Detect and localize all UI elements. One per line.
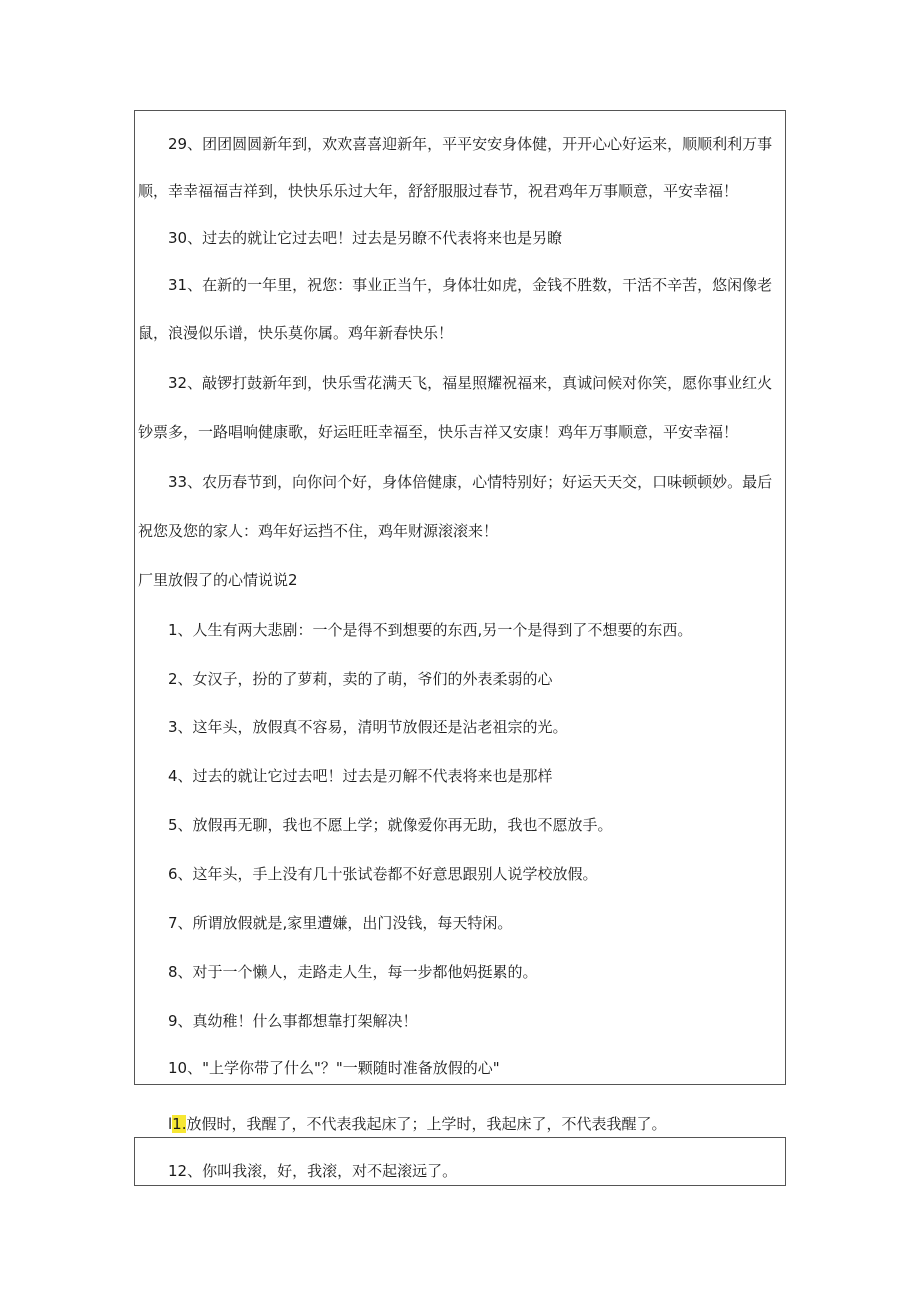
- content-box-main: [134, 110, 786, 1085]
- item-32-line1: 32、敲锣打鼓新年到，快乐雪花满天飞，福星照耀祝福来，真诚问候对你笑，愿你事业红火: [168, 374, 773, 392]
- item-11-text: 放假时，我醒了，不代表我起床了；上学时，我起床了，不代表我醒了。: [186, 1115, 667, 1133]
- item-33-line1: 33、农历春节到，向你问个好，身体倍健康，心情特别好；好运天天交，口味顿顿妙。最后: [168, 473, 773, 491]
- list-item: 3、这年头，放假真不容易，清明节放假还是沾老祖宗的光。: [168, 718, 568, 736]
- item-12: 12、你叫我滚，好，我滚，对不起滚远了。: [168, 1162, 458, 1180]
- item-32-line2: 钞票多，一路唱响健康歌，好运旺旺幸福至，快乐吉祥又安康！鸡年万事顺意，平安幸福！: [138, 423, 739, 441]
- list-item: 7、所谓放假就是,家里遭嫌，出门没钱，每天特闲。: [168, 914, 513, 932]
- list-item: 8、对于一个懒人，走路走人生，每一步都他妈挺累的。: [168, 963, 538, 981]
- item-33-line2: 祝您及您的家人：鸡年好运挡不住，鸡年财源滚滚来！: [138, 522, 499, 540]
- item-11-prefix: l: [168, 1115, 173, 1133]
- item-30: 30、过去的就让它过去吧！过去是另瞭不代表将来也是另瞭: [168, 229, 563, 247]
- list-item: 6、这年头，手上没有几十张试卷都不好意思跟别人说学校放假。: [168, 865, 598, 883]
- item-31-line1: 31、在新的一年里，祝您：事业正当午，身体壮如虎，金钱不胜数，干活不辛苦，悠闲像老: [168, 276, 773, 294]
- item-11: [138, 1114, 784, 1134]
- list-item: 4、过去的就让它过去吧！过去是刃解不代表将来也是那样: [168, 767, 553, 785]
- item-31-line2: 鼠，浪漫似乐谱，快乐莫你属。鸡年新春快乐！: [138, 324, 454, 342]
- list-item: 10、"上学你带了什么"？"一颗随时准备放假的心": [168, 1059, 500, 1077]
- list-item: 9、真幼稚！什么事都想靠打架解决！: [168, 1012, 418, 1030]
- item-29-line2: 顺，幸幸福福吉祥到，快快乐乐过大年，舒舒服服过春节，祝君鸡年万事顺意，平安幸福！: [138, 182, 739, 200]
- list-item: 5、放假再无聊，我也不愿上学；就像爱你再无助，我也不愿放手。: [168, 816, 613, 834]
- section-heading: 厂里放假了的心情说说2: [138, 571, 298, 589]
- list-item: 2、女汉子，扮的了萝莉，卖的了萌，爷们的外表柔弱的心: [168, 670, 553, 688]
- list-item: 1、人生有两大悲剧：一个是得不到想要的东西,另一个是得到了不想要的东西。: [168, 621, 693, 639]
- item-29-line1: 29、团团圆圆新年到，欢欢喜喜迎新年，平平安安身体健，开开心心好运来，顺顺利利万事: [168, 135, 773, 153]
- highlighted-number: 1.: [172, 1115, 187, 1133]
